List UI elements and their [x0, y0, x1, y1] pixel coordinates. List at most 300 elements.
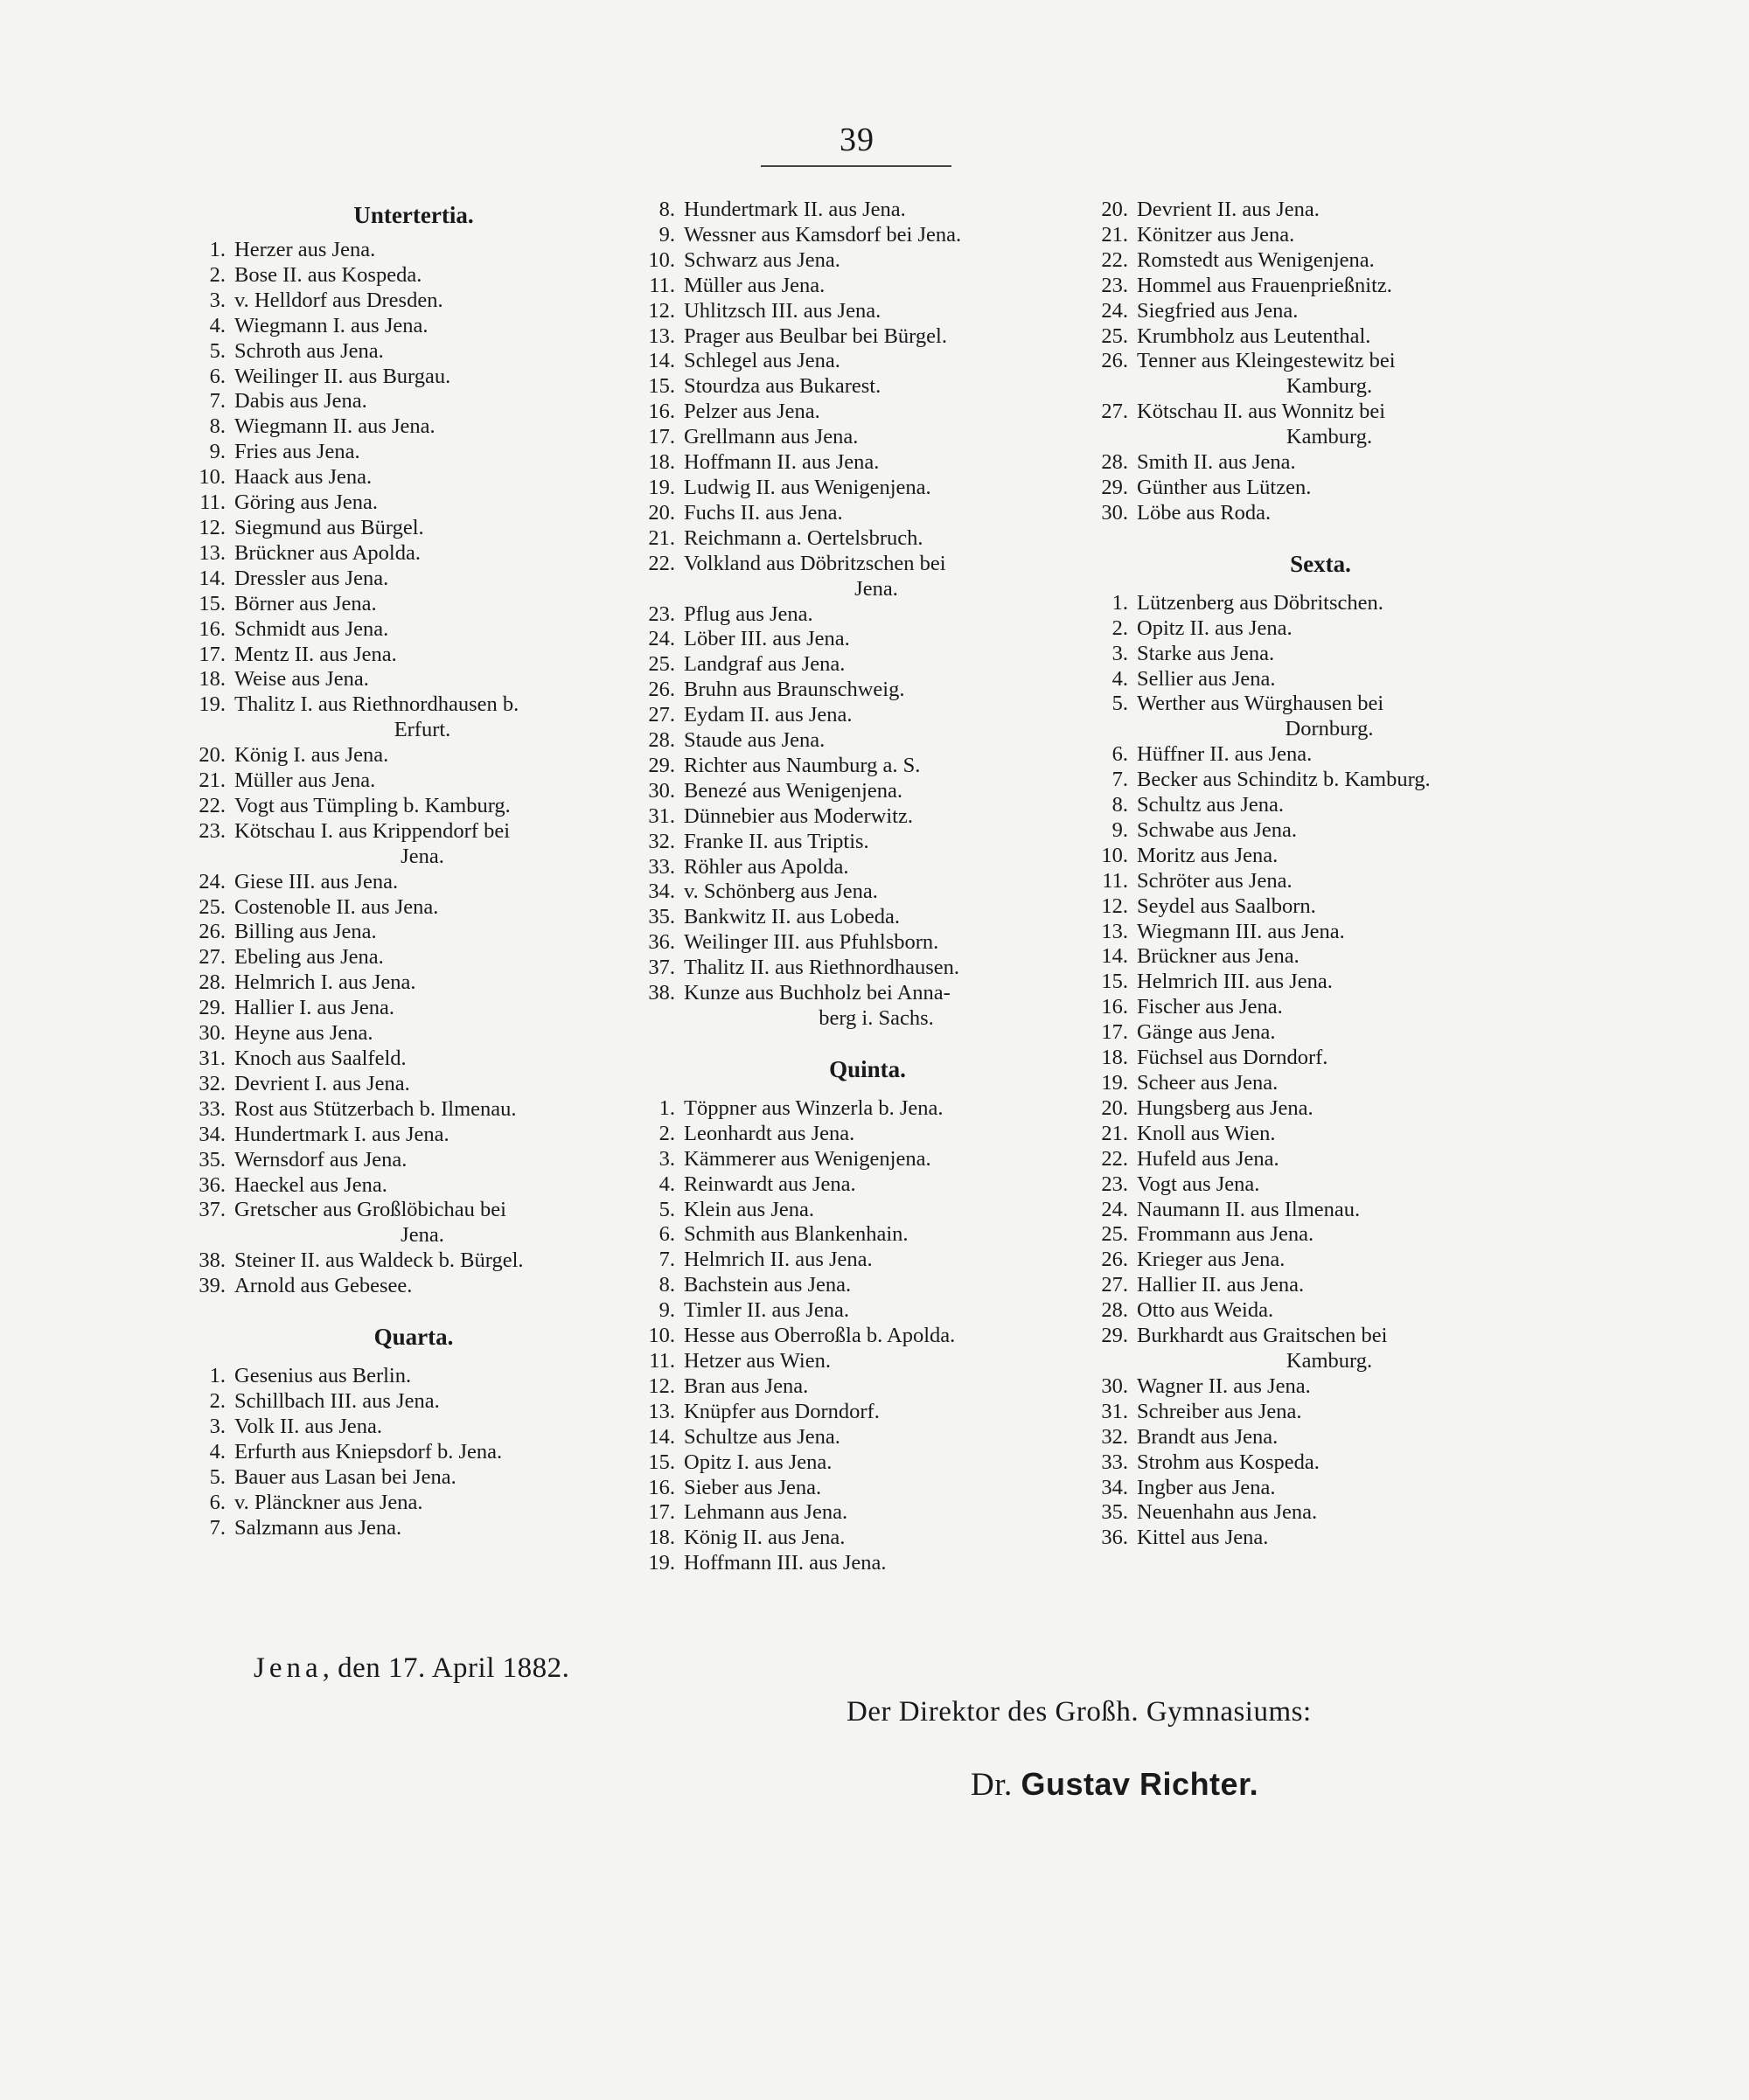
entry-text [226, 1516, 610, 1541]
list-item [631, 248, 1069, 274]
entry-name: Hüffner II. aus Jena. [1137, 742, 1313, 767]
entry-name: Stourdza aus Bukarest. [684, 374, 881, 399]
entry-text [1128, 818, 1522, 844]
entry-number: 4. [658, 1172, 675, 1196]
entry-text [675, 1198, 1069, 1223]
entry-name: Lehmann aus Jena. [684, 1500, 848, 1525]
entry-text [675, 956, 1069, 981]
list-item [1084, 642, 1522, 667]
entry-name: Schmith aus Blankenhain. [684, 1222, 909, 1247]
entry-continuation: Kamburg. [1286, 425, 1373, 449]
entry-name: Smith II. aus Jena. [1137, 450, 1296, 475]
entry-text [1128, 1450, 1522, 1476]
entry-name: v. Plänckner aus Jena. [234, 1490, 423, 1514]
list-item [1084, 944, 1522, 970]
entry-name: Vogt aus Jena. [1137, 1172, 1260, 1196]
entry-text [675, 703, 1069, 728]
entry-number: 21. [1101, 1121, 1128, 1145]
entry-name: Timler II. aus Jena. [684, 1298, 849, 1323]
entry-number: 27. [1101, 400, 1128, 424]
list-item [631, 1526, 1069, 1551]
entry-number: 29. [648, 753, 675, 777]
entry-text [675, 248, 1069, 274]
entry-name: Starke aus Jena. [1137, 641, 1275, 665]
list-item [631, 602, 1069, 628]
entry-text [675, 1147, 1069, 1172]
list-item [182, 490, 610, 516]
list-item [182, 996, 610, 1021]
entry-number: 31. [1101, 1399, 1128, 1423]
list-item [1084, 1172, 1522, 1198]
entry-text [675, 476, 1069, 501]
entry-text [675, 1172, 1069, 1198]
entry-name: Brückner aus Apolda. [234, 540, 421, 565]
entry-name: Wiegmann II. aus Jena. [234, 414, 436, 439]
entry-number: 11. [649, 1348, 675, 1373]
entry-name: Gänge aus Jena. [1137, 1020, 1276, 1045]
entry-text [675, 652, 1069, 678]
entry-name: Dabis aus Jena. [234, 389, 367, 414]
entry-number: 16. [648, 1475, 675, 1499]
entry-text [675, 930, 1069, 956]
list-item [631, 1248, 1069, 1273]
entry-text [226, 1364, 610, 1389]
entry-name: Dünnebier aus Moderwitz. [684, 803, 913, 828]
entry-number: 20. [648, 500, 675, 525]
entry-number: 34. [1101, 1475, 1128, 1499]
entry-name: Sellier aus Jena. [1137, 666, 1276, 691]
entry-name: Grellmann aus Jena. [684, 425, 859, 449]
list-item [182, 945, 610, 970]
entry-text [1128, 1046, 1522, 1071]
column-1 [182, 198, 610, 1540]
list-item [182, 365, 610, 390]
list-item [182, 1389, 610, 1415]
entry-text [675, 981, 1069, 1032]
entry-name: Reinwardt aus Jena. [684, 1172, 856, 1196]
entry-number: 12. [648, 1373, 675, 1398]
list-item [182, 743, 610, 768]
entry-continuation: Dornburg. [1285, 717, 1374, 741]
entry-name: Billing aus Jena. [234, 920, 377, 944]
entry-name: Hoffmann III. aus Jena. [684, 1551, 887, 1575]
entry-text [1128, 1400, 1522, 1425]
entry-name: Gesenius aus Berlin. [234, 1364, 412, 1388]
entry-number: 21. [1101, 222, 1128, 247]
list-item [182, 1097, 610, 1123]
entry-name: König II. aus Jena. [684, 1526, 846, 1550]
list-item [1084, 223, 1522, 248]
entry-name: Seydel aus Saalborn. [1137, 894, 1316, 918]
entry-number: 27. [1101, 1273, 1128, 1297]
entry-text [1128, 1324, 1522, 1374]
entry-name: Löbe aus Roda. [1137, 500, 1272, 525]
list-item [1084, 818, 1522, 844]
entry-text [675, 1551, 1069, 1576]
entry-name: Siegmund aus Bürgel. [234, 515, 424, 539]
entry-number: 20. [1101, 198, 1128, 221]
entry-number: 8. [658, 198, 675, 221]
list-item [631, 476, 1069, 501]
entry-number: 34. [648, 880, 675, 904]
entry-text [675, 349, 1069, 374]
entry-number: 33. [1101, 1450, 1128, 1474]
entry-text [226, 263, 610, 289]
entry-text [226, 339, 610, 365]
entry-text [1128, 642, 1522, 667]
list-item [1084, 1273, 1522, 1298]
entry-number: 39. [199, 1274, 226, 1298]
entry-name: Ludwig II. aus Wenigenjena. [684, 475, 931, 499]
entry-name: Löber III. aus Jena. [684, 627, 850, 651]
signature [971, 1766, 1258, 1804]
entry-name: Göring aus Jena. [234, 490, 378, 515]
entry-text [226, 768, 610, 794]
entry-text [675, 223, 1069, 248]
list-item [631, 627, 1069, 652]
entry-name: Hundertmark II. aus Jena. [684, 198, 906, 221]
entry-number: 32. [648, 829, 675, 853]
column-2 [631, 198, 1069, 1576]
list-item [1084, 1374, 1522, 1400]
list-item [631, 1425, 1069, 1450]
list-item [631, 703, 1069, 728]
list-item [1084, 299, 1522, 324]
entry-text [226, 1148, 610, 1173]
entry-text [675, 552, 1069, 602]
entry-continuation: Erfurt. [394, 718, 451, 742]
entry-name: Schreiber aus Jena. [1137, 1399, 1302, 1423]
entry-name: Schwarz aus Jena. [684, 247, 840, 272]
entry-name: Werther aus Würghausen bei [1137, 692, 1384, 716]
entry-number: 31. [199, 1047, 226, 1070]
entry-text [1128, 1071, 1522, 1096]
list-item [1084, 869, 1522, 894]
entry-name: Müller aus Jena. [684, 273, 826, 297]
entry-number: 12. [199, 515, 226, 539]
entry-text [1128, 1172, 1522, 1198]
entry-name: Hallier II. aus Jena. [1137, 1273, 1305, 1297]
entry-name: Leonhardt aus Jena. [684, 1121, 855, 1145]
entry-number: 18. [199, 667, 226, 692]
entry-number: 24. [648, 627, 675, 651]
entry-text [675, 299, 1069, 324]
list-item [182, 263, 610, 289]
list-item [631, 1172, 1069, 1198]
entry-name: Steiner II. aus Waldeck b. Bürgel. [234, 1248, 524, 1273]
list-item [182, 643, 610, 668]
entry-number: 28. [199, 970, 226, 995]
student-list [1084, 198, 1522, 526]
signature-prefix: Dr. [971, 1767, 1013, 1803]
entry-number: 32. [199, 1071, 226, 1095]
entry-text [226, 289, 610, 314]
list-item [182, 592, 610, 617]
list-item [631, 1374, 1069, 1400]
entry-text [1128, 591, 1522, 616]
entry-name: v. Schönberg aus Jena. [684, 880, 878, 904]
list-item [1084, 1324, 1522, 1374]
list-item [1084, 1071, 1522, 1096]
entry-name: Schröter aus Jena. [1137, 868, 1293, 893]
entry-number: 38. [648, 981, 675, 1005]
entry-text [675, 830, 1069, 855]
list-item [631, 981, 1069, 1032]
entry-number: 37. [648, 956, 675, 980]
entry-text [675, 400, 1069, 425]
list-item [182, 1274, 610, 1299]
entry-text [1128, 450, 1522, 476]
entry-name: Günther aus Lützen. [1137, 475, 1312, 499]
list-item [182, 895, 610, 921]
entry-name: Reichmann a. Oertelsbruch. [684, 525, 923, 550]
date-place: Jena [254, 1652, 323, 1684]
entry-text [675, 678, 1069, 703]
entry-number: 11. [649, 273, 675, 297]
entry-name: Wagner II. aus Jena. [1137, 1373, 1311, 1398]
entry-number: 35. [648, 905, 675, 929]
student-list [182, 1364, 610, 1540]
entry-text [226, 945, 610, 970]
entry-number: 33. [648, 854, 675, 879]
entry-name: Brandt aus Jena. [1137, 1424, 1279, 1449]
list-item [1084, 1222, 1522, 1248]
list-item [631, 349, 1069, 374]
entry-text [226, 1440, 610, 1465]
list-item [631, 324, 1069, 350]
entry-number: 6. [209, 1490, 226, 1514]
list-item [1084, 1096, 1522, 1122]
entry-number: 26. [199, 920, 226, 944]
list-item [1084, 248, 1522, 274]
date-text: , den 17. April 1882. [322, 1652, 570, 1684]
entry-name: Neuenhahn aus Jena. [1137, 1500, 1318, 1525]
list-item [182, 465, 610, 490]
entry-text [1128, 920, 1522, 945]
entry-text [1128, 324, 1522, 350]
entry-number: 6. [1111, 742, 1128, 767]
entry-name: Strohm aus Kospeda. [1137, 1450, 1320, 1474]
entry-text [226, 1274, 610, 1299]
entry-number: 10. [648, 247, 675, 272]
list-item [182, 1516, 610, 1541]
entry-number: 12. [648, 298, 675, 323]
entry-number: 21. [648, 525, 675, 550]
list-item [1084, 1046, 1522, 1071]
entry-number: 5. [209, 1464, 226, 1489]
entry-number: 18. [648, 450, 675, 475]
entry-text [675, 1425, 1069, 1450]
entry-name: Ingber aus Jena. [1137, 1475, 1276, 1499]
list-item [1084, 894, 1522, 920]
list-item [182, 414, 610, 440]
entry-name: Wernsdorf aus Jena. [234, 1147, 408, 1172]
entry-name: Heyne aus Jena. [234, 1021, 373, 1046]
list-item [182, 1173, 610, 1199]
entry-name: Börner aus Jena. [234, 591, 377, 615]
entry-number: 10. [1101, 843, 1128, 867]
entry-text [675, 1476, 1069, 1501]
page-number-rule [761, 165, 951, 167]
entry-text [1128, 274, 1522, 299]
entry-number: 3. [209, 1414, 226, 1438]
entry-text [1128, 742, 1522, 768]
entry-text [1128, 970, 1522, 995]
list-item [182, 389, 610, 414]
entry-name: Schmidt aus Jena. [234, 616, 389, 641]
entry-number: 11. [199, 490, 226, 515]
entry-text [1128, 793, 1522, 818]
list-item [1084, 920, 1522, 945]
entry-text [675, 450, 1069, 476]
entry-name: Scheer aus Jena. [1137, 1071, 1279, 1095]
entry-number: 30. [648, 778, 675, 803]
entry-name: Pelzer aus Jena. [684, 400, 820, 424]
list-item [1084, 1526, 1522, 1551]
list-item [1084, 1147, 1522, 1172]
entry-number: 5. [658, 1197, 675, 1221]
section-heading: Quarta. [373, 1324, 454, 1351]
entry-text [675, 374, 1069, 400]
list-item [1084, 616, 1522, 642]
list-item [1084, 1248, 1522, 1273]
list-item [182, 1491, 610, 1516]
entry-text [226, 567, 610, 592]
entry-name: Krieger aus Jena. [1137, 1248, 1286, 1272]
entry-text [226, 440, 610, 465]
list-item [1084, 844, 1522, 869]
entry-number: 3. [209, 288, 226, 312]
entry-text [226, 541, 610, 567]
list-item [631, 754, 1069, 779]
list-item [1084, 995, 1522, 1020]
director-title: Der Direktor des Großh. Gymnasiums: [847, 1696, 1312, 1728]
entry-name: Tenner aus Kleingestewitz bei [1137, 349, 1396, 373]
entry-number: 19. [648, 1551, 675, 1575]
entry-number: 25. [1101, 323, 1128, 348]
entry-number: 30. [199, 1021, 226, 1046]
entry-text [675, 1096, 1069, 1122]
list-item [182, 617, 610, 643]
entry-number: 26. [1101, 1248, 1128, 1272]
list-item [182, 440, 610, 465]
entry-number: 38. [199, 1248, 226, 1273]
entry-text [675, 1349, 1069, 1374]
entry-text [226, 1097, 610, 1123]
entry-number: 4. [209, 313, 226, 337]
entry-text [1128, 1198, 1522, 1223]
entry-text [226, 238, 610, 263]
list-item [631, 1551, 1069, 1576]
list-item [1084, 1450, 1522, 1476]
entry-text [675, 501, 1069, 526]
entry-number: 29. [1101, 475, 1128, 499]
entry-text [226, 314, 610, 339]
entry-name: Landgraf aus Jena. [684, 652, 846, 677]
entry-name: Helmrich II. aus Jena. [684, 1248, 873, 1272]
entry-name: Frommann aus Jena. [1137, 1222, 1314, 1247]
entry-text [1128, 349, 1522, 400]
list-item [1084, 198, 1522, 223]
list-item [1084, 501, 1522, 526]
list-item [1084, 1198, 1522, 1223]
entry-name: Weilinger II. aus Burgau. [234, 364, 451, 388]
entry-number: 16. [648, 400, 675, 424]
entry-number: 24. [199, 869, 226, 894]
entry-name: Klein aus Jena. [684, 1197, 814, 1221]
entry-number: 35. [1101, 1500, 1128, 1525]
entry-number: 21. [199, 768, 226, 793]
list-item [182, 516, 610, 541]
entry-number: 9. [658, 1298, 675, 1323]
date-line [254, 1652, 569, 1685]
list-item [182, 970, 610, 996]
list-item [631, 779, 1069, 804]
entry-number: 2. [209, 1388, 226, 1413]
entry-name: Siegfried aus Jena. [1137, 298, 1299, 323]
entry-number: 27. [648, 703, 675, 727]
entry-text [1128, 1298, 1522, 1324]
entry-name: Sieber aus Jena. [684, 1475, 822, 1499]
entry-text [226, 895, 610, 921]
entry-number: 22. [199, 793, 226, 817]
entry-number: 2. [658, 1121, 675, 1145]
entry-number: 10. [199, 465, 226, 490]
column-3 [1084, 198, 1522, 1551]
entry-number: 14. [648, 1424, 675, 1449]
entry-continuation: Kamburg. [1286, 1348, 1373, 1373]
entry-number: 30. [1101, 500, 1128, 525]
entry-text [675, 855, 1069, 880]
entry-name: Kötschau II. aus Wonnitz bei [1137, 400, 1386, 424]
list-item [182, 768, 610, 794]
entry-name: Staude aus Jena. [684, 728, 826, 753]
student-list [1084, 591, 1522, 1551]
entry-text [675, 1273, 1069, 1298]
student-list [182, 238, 610, 1299]
entry-text [226, 490, 610, 516]
entry-number: 26. [1101, 349, 1128, 373]
list-item [631, 855, 1069, 880]
list-item [182, 1364, 610, 1389]
entry-number: 32. [1101, 1424, 1128, 1449]
entry-name: Richter aus Naumburg a. S. [684, 753, 921, 777]
entry-name: Schultze aus Jena. [684, 1424, 840, 1449]
entry-text [675, 274, 1069, 299]
entry-text [675, 627, 1069, 652]
list-item [631, 552, 1069, 602]
list-item [1084, 1425, 1522, 1450]
entry-name: Bran aus Jena. [684, 1373, 809, 1398]
entry-text [1128, 894, 1522, 920]
entry-number: 5. [1111, 692, 1128, 716]
entry-number: 17. [648, 1500, 675, 1525]
entry-name: Herzer aus Jena. [234, 238, 376, 261]
entry-text [1128, 248, 1522, 274]
entry-name: Haack aus Jena. [234, 465, 373, 490]
entry-text [226, 1047, 610, 1072]
entry-number: 14. [1101, 944, 1128, 969]
list-item [182, 667, 610, 692]
entry-name: Weilinger III. aus Pfuhlsborn. [684, 930, 939, 955]
entry-text [1128, 1500, 1522, 1526]
entry-number: 1. [209, 238, 226, 261]
entry-name: Kötschau I. aus Krippendorf bei [234, 818, 511, 843]
section-heading: Untertertia. [353, 202, 474, 228]
entry-text [226, 516, 610, 541]
entry-name: Romstedt aus Wenigenjena. [1137, 247, 1375, 272]
list-item [1084, 667, 1522, 692]
